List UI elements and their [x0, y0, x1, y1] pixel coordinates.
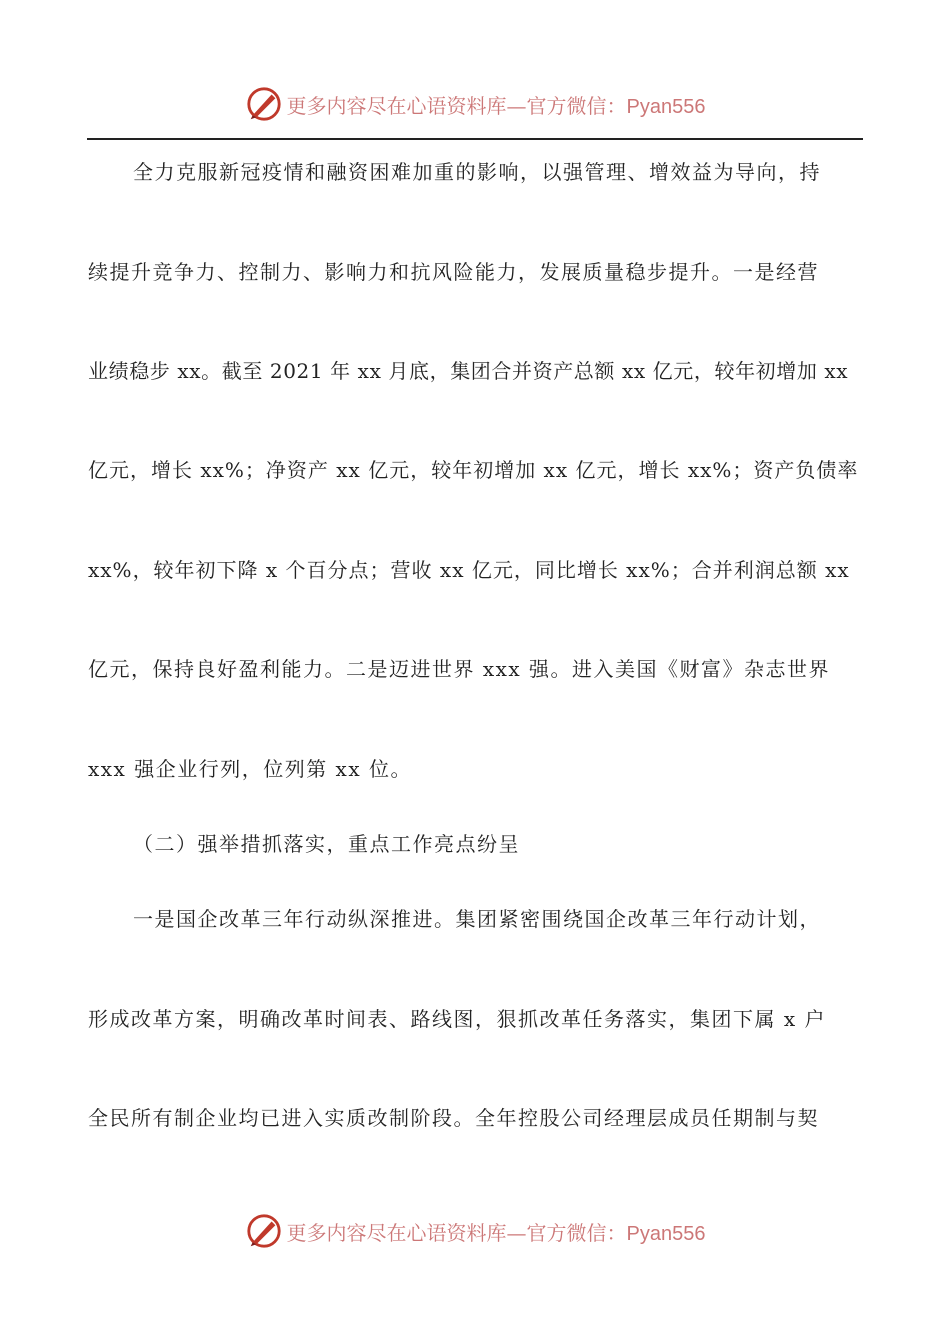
banner-text: 更多内容尽在心语资料库—官方微信：Pyan556 [286, 1220, 706, 1245]
footer-banner [0, 1209, 950, 1253]
pen-logo-icon [245, 85, 283, 123]
banner-wechat-id: Pyan556 [626, 1222, 706, 1245]
paragraph-line: xxx 强企业行列，位列第 xx 位。 [88, 757, 412, 781]
banner-text: 更多内容尽在心语资料库—官方微信：Pyan556 [286, 93, 706, 118]
section-heading: （二）强举措抓落实，重点工作亮点纷呈 [133, 832, 520, 856]
pen-logo-icon [245, 1212, 283, 1250]
paragraph-line: 一是国企改革三年行动纵深推进。集团紧密围绕国企改革三年行动计划， [133, 907, 821, 931]
paragraph-line: 亿元，保持良好盈利能力。二是迈进世界 xxx 强。进入美国《财富》杂志世界 [88, 657, 831, 681]
header-banner [0, 82, 950, 126]
paragraph-line: 续提升竞争力、控制力、影响力和抗风险能力，发展质量稳步提升。一是经营 [88, 260, 819, 284]
banner-wechat-id: Pyan556 [626, 95, 706, 118]
header-rule [87, 138, 863, 140]
paragraph-line: xx%，较年初下降 x 个百分点；营收 xx 亿元，同比增长 xx%；合并利润总额 xx [88, 558, 850, 582]
paragraph-line: 全力克服新冠疫情和融资困难加重的影响，以强管理、增效益为导向，持 [133, 160, 821, 184]
paragraph-line: 全民所有制企业均已进入实质改制阶段。全年控股公司经理层成员任期制与契 [88, 1106, 819, 1130]
paragraph-line: 业绩稳步 xx。截至 2021 年 xx 月底，集团合并资产总额 xx 亿元，较年初增加 xx [88, 359, 849, 383]
paragraph-line: 亿元，增长 xx%；净资产 xx 亿元，较年初增加 xx 亿元，增长 xx%；资产负债率 [88, 458, 859, 482]
paragraph-line: 形成改革方案，明确改革时间表、路线图，狠抓改革任务落实，集团下属 x 户 [88, 1007, 826, 1031]
